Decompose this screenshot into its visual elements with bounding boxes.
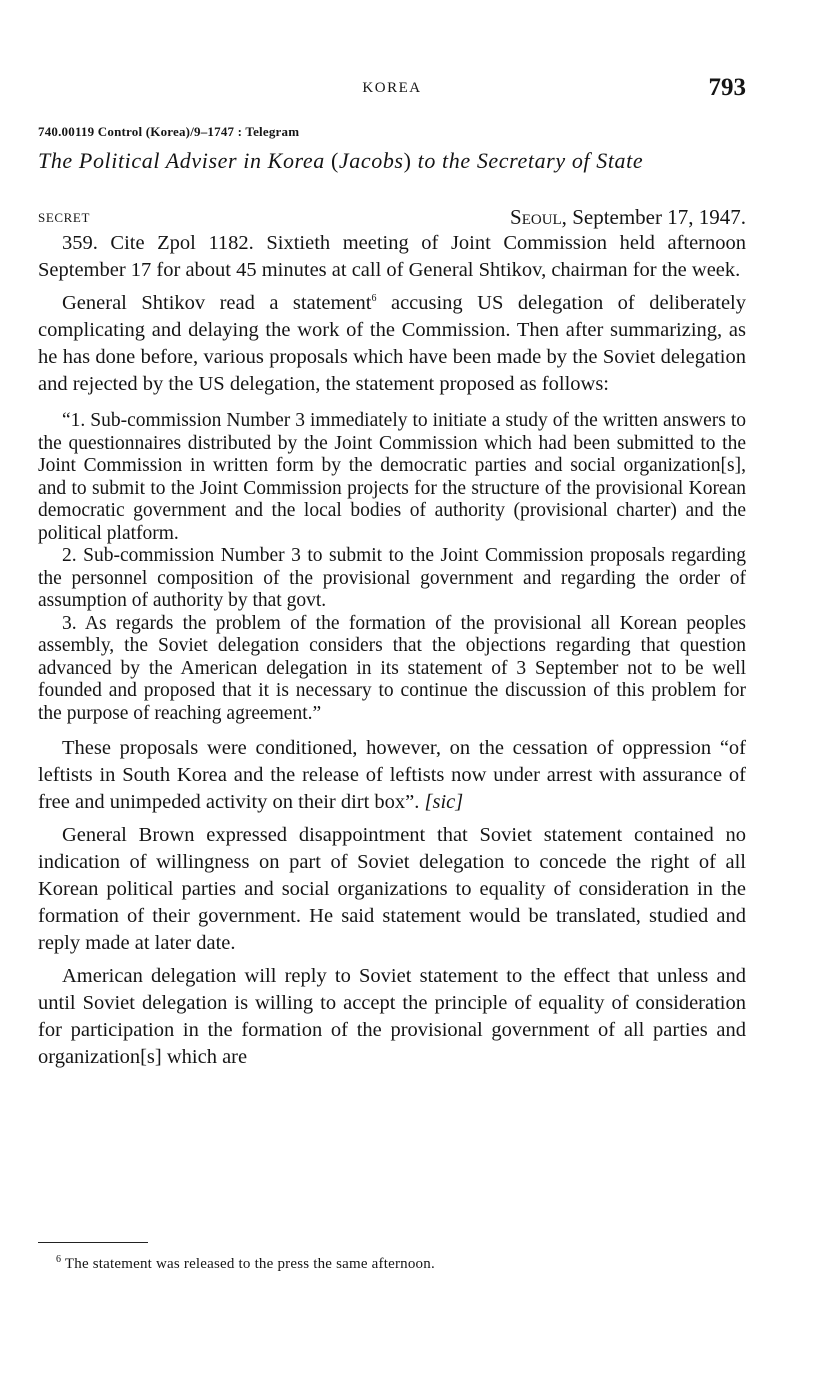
quote-item-2: 2. Sub-commission Number 3 to submit to the Joint Commission proposals regarding the personnel composition of the provisional government and regarding the order of assumption of authority by that govt. (38, 545, 746, 611)
date: September 17, 1947. (566, 205, 746, 229)
footnote-reference[interactable]: 6 (371, 293, 377, 305)
title-part-1: The Political Adviser in Korea (38, 148, 331, 173)
footnote-text: The statement was released to the press the same afternoon. (64, 1256, 435, 1272)
quote-item-3: 3. As regards the problem of the formation of the provisional all Korean peoples assembly, the Soviet delegation considers that the objections regarding that question advanced by the American delegation in its statement of 3 September not to be well founded and proposed that it is necessary to continue the discussion of this problem for the purpose of reaching agreement.” (38, 612, 746, 724)
page-number: 793 (708, 74, 746, 101)
footnote-marker: 6 (56, 1254, 62, 1265)
quote-item-1: “1. Sub-commission Number 3 immediately to initiate a study of the written answers to the questionnaires distributed by the Joint Commission which had been submitted to the Joint Commission in written form by the democratic parties and social organization[s], and to submit to the Joint Commission projects for the structure of the provisional Korean democratic government and the local bodies of authority (provisional charter) and the political platform. (38, 410, 746, 544)
paragraph-2 (38, 290, 746, 398)
quoted-statement (38, 410, 746, 725)
paragraph-4-text: These proposals were conditioned, however, on the cessation of oppression “of leftists in South Korea and the release of leftists now under arrest with assurance of free and unimpeded activity on their dirt box”. (38, 737, 746, 813)
file-reference: 740.00119 Control (Korea)/9–1747 : Telegram (38, 124, 300, 139)
title-close-paren: ) (403, 148, 412, 173)
sic-annotation: [sic] (424, 791, 464, 813)
paragraph-1: 359. Cite Zpol 1182. Sixtieth meeting of Joint Commission held afternoon September 17 for about 45 minutes at call of General Shtikov, chairman for the week. (38, 232, 746, 281)
paragraph-2-start: General Shtikov read a statement (62, 292, 372, 314)
footnote-rule (38, 1242, 148, 1243)
running-title: KOREA (362, 80, 422, 96)
classification: SECRET (38, 210, 90, 225)
footnote (56, 1256, 435, 1273)
dateline (38, 200, 746, 230)
running-header (38, 74, 746, 108)
paragraph-4 (38, 735, 746, 816)
paragraph-5: General Brown expressed disappointment that Soviet statement contained no indication of willingness on part of Soviet delegation to concede the right of all Korean political parties and social organizations to equality of consideration in the formation of their government. He said statement would be translated, studied and reply made at later date. (38, 824, 746, 954)
title-name: Jacobs (338, 148, 404, 173)
place: Seoul, (510, 205, 567, 229)
place-date (510, 205, 746, 230)
document-page (38, 74, 746, 1071)
title-open-paren: ( (330, 148, 339, 173)
title-part-2: to the Secretary of State (411, 148, 644, 173)
document-title (38, 148, 746, 174)
paragraph-6: American delegation will reply to Soviet statement to the effect that unless and until Soviet delegation is willing to accept the principle of equality of consideration for participation in the formation of the provisional government of all parties and organization[s] which are (38, 965, 746, 1068)
paragraph-2-rest: accusing US delegation of deliberately complicating and delaying the work of the Commission. Then after summarizing, as he has done before, various proposals which have been made by the Soviet delegation and rejected by the US delegation, the statement proposed as follows: (38, 292, 746, 395)
